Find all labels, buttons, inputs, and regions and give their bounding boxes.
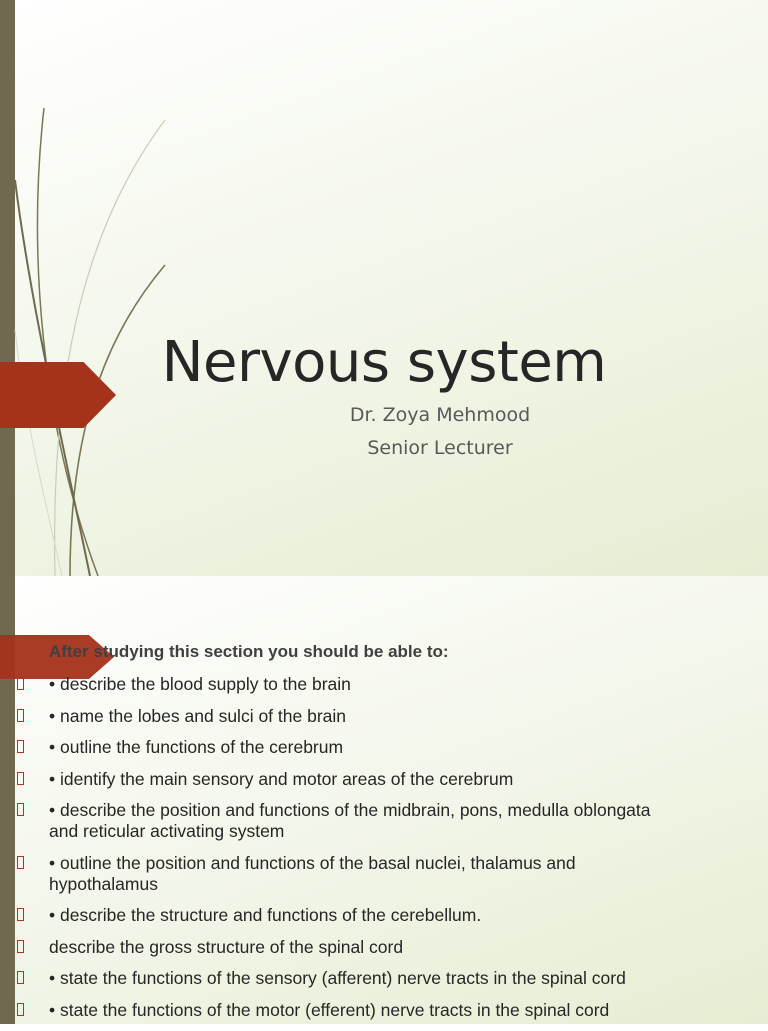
list-item-text: • outline the functions of the cerebrum <box>49 737 344 757</box>
bullet-box-icon <box>17 740 24 753</box>
list-item <box>0 905 768 926</box>
objectives-heading: After studying this section you should be able to: <box>49 642 449 661</box>
list-item <box>0 1000 768 1021</box>
list-item-text: • describe the structure and functions of the cerebellum. <box>49 905 482 925</box>
decorative-curves <box>0 0 200 576</box>
list-item <box>0 706 768 727</box>
author-name: Dr. Zoya Mehmood <box>349 404 531 426</box>
list-item <box>0 674 768 695</box>
list-item <box>0 769 768 790</box>
list-item <box>0 937 768 958</box>
bullet-box-icon <box>17 772 24 785</box>
bullet-box-icon <box>17 908 24 921</box>
bullet-box-icon <box>17 1003 24 1016</box>
bullet-box-icon <box>17 677 24 690</box>
bullet-box-icon <box>17 803 24 816</box>
list-item <box>0 968 768 989</box>
objectives-list <box>0 674 768 1031</box>
list-item-text: • describe the position and functions of the midbrain, pons, medulla oblongata and reticular activating system <box>49 800 651 841</box>
list-item-text: • describe the blood supply to the brain <box>49 674 351 694</box>
list-item-text: • state the functions of the motor (efferent) nerve tracts in the spinal cord <box>49 999 610 1020</box>
list-item <box>0 737 768 758</box>
list-item <box>0 800 768 842</box>
bullet-box-icon <box>17 856 24 869</box>
author-role: Senior Lecturer <box>367 437 513 459</box>
list-item <box>0 853 768 895</box>
slide-title: Nervous system <box>161 330 607 395</box>
list-item-text: • outline the position and functions of the basal nuclei, thalamus and hypothalamus <box>49 852 576 894</box>
bullet-box-icon <box>17 709 24 722</box>
list-item-text: • state the functions of the sensory (afferent) nerve tracts in the spinal cord <box>49 968 626 988</box>
list-item-text: describe the gross structure of the spinal cord <box>49 936 404 957</box>
bullet-box-icon <box>17 971 24 984</box>
bullet-box-icon <box>17 940 24 953</box>
list-item-text: • name the lobes and sulci of the brain <box>49 705 347 726</box>
list-item-text: • identify the main sensory and motor areas of the cerebrum <box>49 768 514 789</box>
